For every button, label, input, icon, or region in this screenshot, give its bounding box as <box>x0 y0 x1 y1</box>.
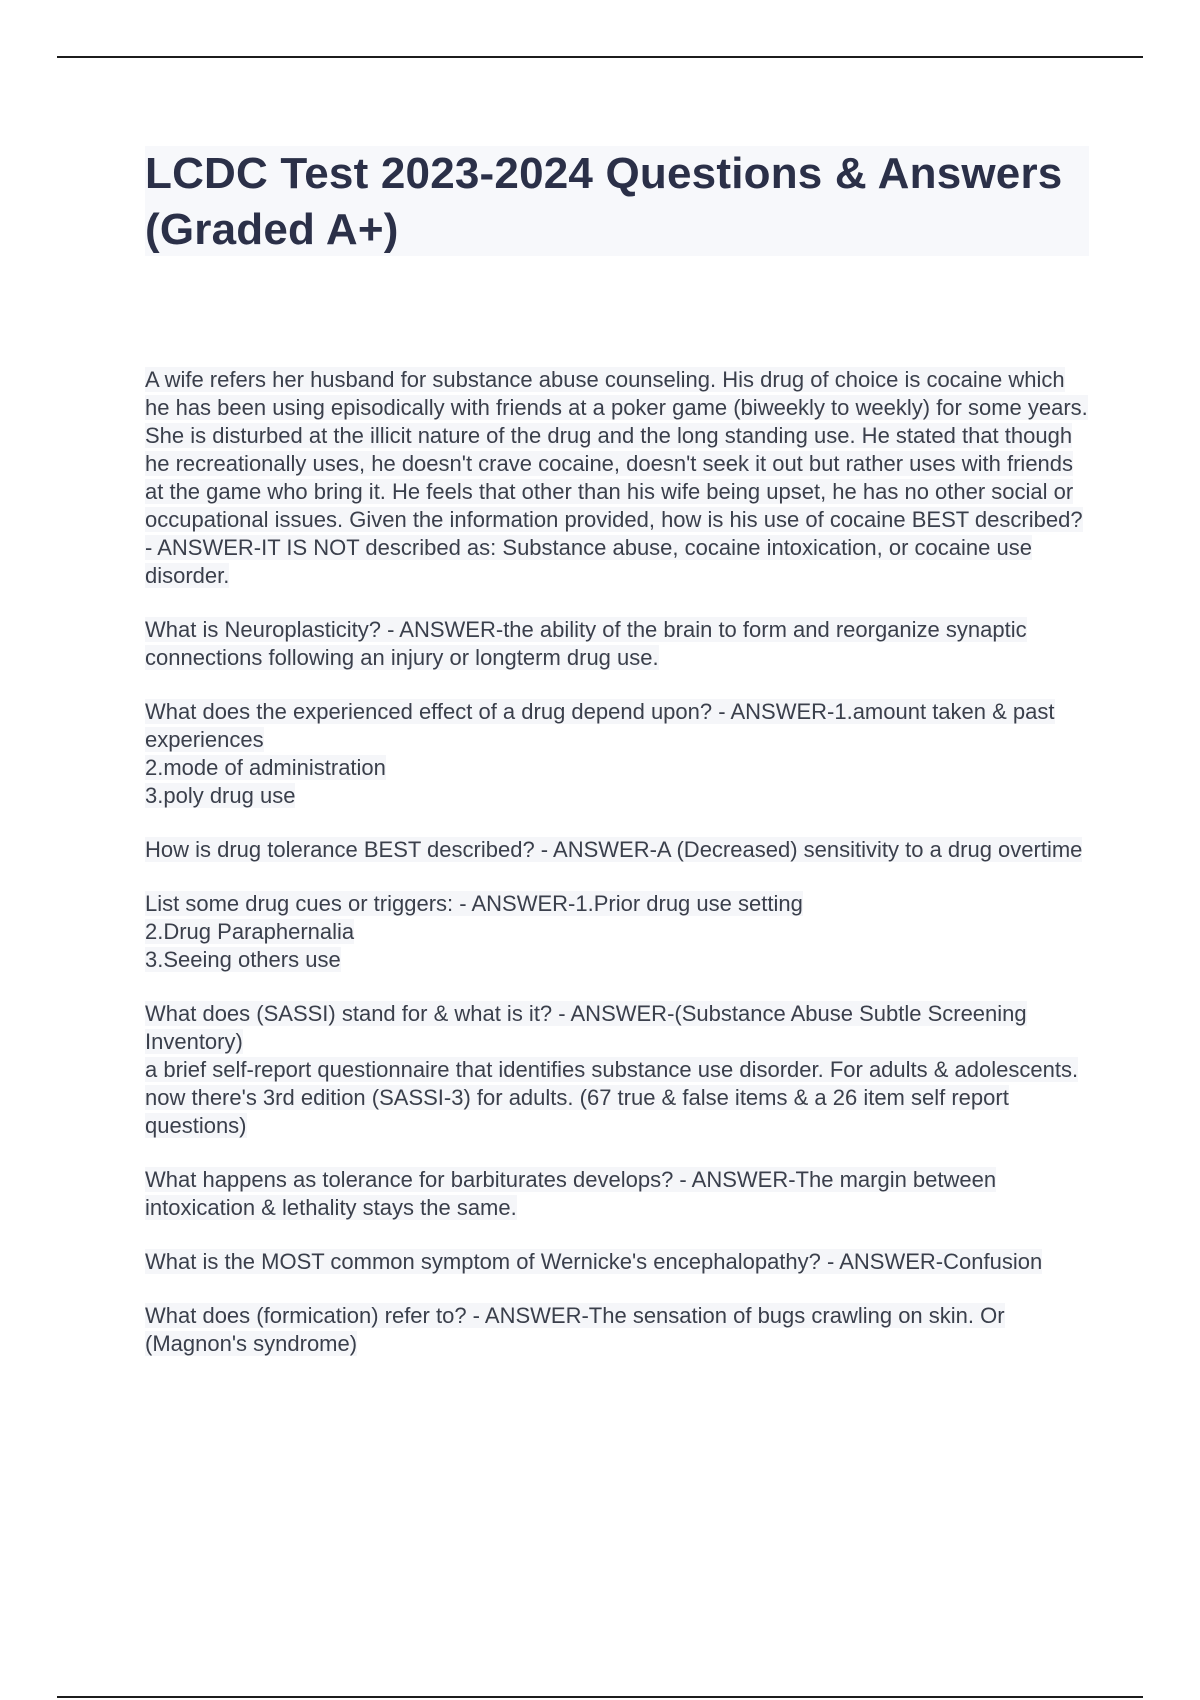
qa-item-5 <box>145 890 1089 974</box>
qa-text: What does the experienced effect of a drug depend upon? - ANSWER-1.amount taken & past experiences 2.mode of administration 3.poly drug use <box>145 699 1055 808</box>
qa-text: What is Neuroplasticity? - ANSWER-the ability of the brain to form and reorganize synaptic connections following an injury or longterm drug use. <box>145 617 1027 670</box>
qa-item-4 <box>145 836 1089 864</box>
qa-text: List some drug cues or triggers: - ANSWER-1.Prior drug use setting 2.Drug Paraphernalia 3.Seeing others use <box>145 891 803 972</box>
qa-item-6 <box>145 1000 1089 1140</box>
top-rule <box>57 56 1143 58</box>
qa-item-3 <box>145 698 1089 810</box>
qa-text: What is the MOST common symptom of Wernicke's encephalopathy? - ANSWER-Confusion <box>145 1249 1043 1274</box>
qa-text: What happens as tolerance for barbiturates develops? - ANSWER-The margin between intoxication & lethality stays the same. <box>145 1167 997 1220</box>
bottom-rule <box>57 1696 1143 1698</box>
qa-list <box>145 366 1089 1384</box>
qa-text: What does (SASSI) stand for & what is it? - ANSWER-(Substance Abuse Subtle Screening Inventory) a brief self-report questionnaire that identifies substance use disorder. For adults & adolescents. now there's 3rd edition (SASSI-3) for adults. (67 true & false items & a 26 item self report questions) <box>145 1001 1079 1138</box>
qa-item-8 <box>145 1248 1089 1276</box>
qa-item-1 <box>145 366 1089 590</box>
qa-item-9 <box>145 1302 1089 1358</box>
document-title: LCDC Test 2023-2024 Questions & Answers (Graded A+) <box>145 149 1063 254</box>
qa-text: What does (formication) refer to? - ANSWER-The sensation of bugs crawling on skin. Or (Magnon's syndrome) <box>145 1303 1005 1356</box>
qa-text: A wife refers her husband for substance abuse counseling. His drug of choice is cocaine which he has been using episodically with friends at a poker game (biweekly to weekly) for some years. She is disturbed at the illicit nature of the drug and the long standing use. He stated that though he recreationally uses, he doesn't crave cocaine, doesn't seek it out but rather uses with friends at the game who bring it. He feels that other than his wife being upset, he has no other social or occupational issues. Given the information provided, how is his use of cocaine BEST described? - ANSWER-IT IS NOT described as: Substance abuse, cocaine intoxication, or cocaine use disorder. <box>145 367 1088 588</box>
qa-item-7 <box>145 1166 1089 1222</box>
qa-item-2 <box>145 616 1089 672</box>
qa-text: How is drug tolerance BEST described? - ANSWER-A (Decreased) sensitivity to a drug overtime <box>145 837 1083 862</box>
